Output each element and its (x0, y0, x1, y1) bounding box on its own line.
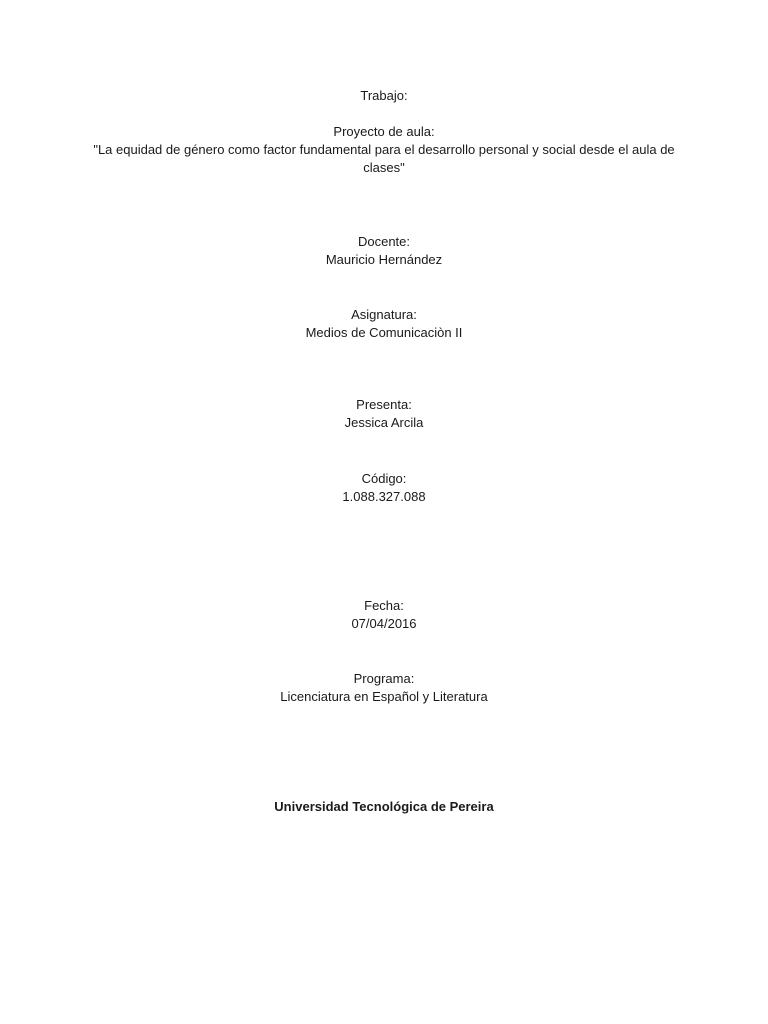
university-section (0, 798, 768, 816)
asignatura-value: Medios de Comunicaciòn II (305, 325, 463, 340)
asignatura-label: Asignatura: (351, 307, 417, 322)
docente-name: Mauricio Hernández (325, 252, 443, 267)
presenta-label: Presenta: (356, 397, 412, 412)
trabajo-label: Trabajo: (360, 88, 408, 103)
programa-label: Programa: (353, 671, 415, 686)
fecha-section (0, 597, 768, 633)
codigo-value: 1.088.327.088 (342, 489, 426, 504)
proyecto-label: Proyecto de aula: (333, 124, 435, 139)
docente-label: Docente: (357, 234, 411, 249)
proyecto-title: "La equidad de género como factor fundamental para el desarrollo personal y social desde el aula de clases" (93, 142, 675, 175)
presenta-name: Jessica Arcila (344, 415, 424, 430)
university-name: Universidad Tecnológica de Pereira (274, 799, 494, 814)
docente-section (0, 233, 768, 269)
fecha-value: 07/04/2016 (351, 616, 417, 631)
asignatura-section (0, 306, 768, 342)
codigo-section (0, 470, 768, 506)
codigo-label: Código: (361, 471, 407, 486)
programa-value: Licenciatura en Español y Literatura (280, 689, 488, 704)
proyecto-section (0, 123, 768, 177)
programa-section (0, 670, 768, 706)
fecha-label: Fecha: (364, 598, 404, 613)
trabajo-section (0, 87, 768, 105)
presenta-section (0, 396, 768, 432)
